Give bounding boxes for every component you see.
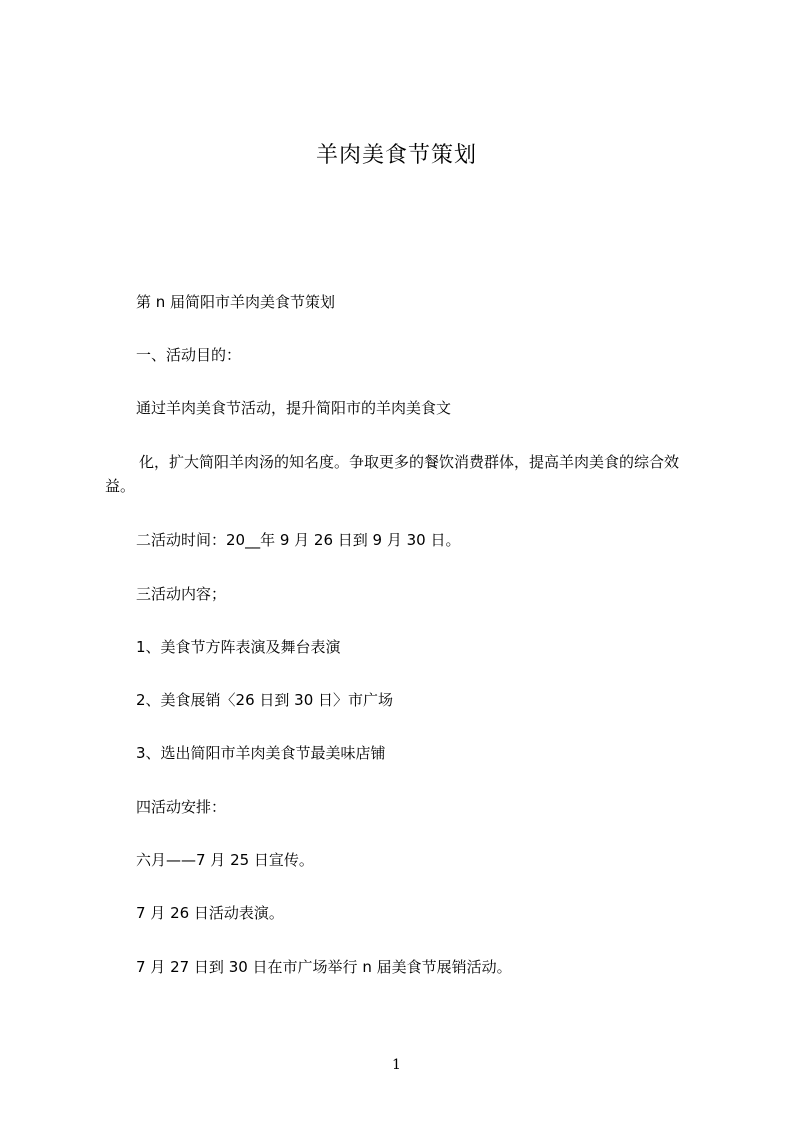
paragraph-purpose-line2: 化，扩大简阳羊肉汤的知名度。争取更多的餐饮消费群体，提高羊肉美食的综合效益。 xyxy=(105,453,680,495)
paragraph-purpose-line1: 通过羊肉美食节活动，提升简阳市的羊肉美食文 xyxy=(136,399,452,417)
paragraph-content-item1: 1、美食节方阵表演及舞台表演 xyxy=(136,638,341,656)
paragraph-schedule-item2: 7 月 26 日活动表演。 xyxy=(136,904,284,922)
paragraph-subtitle: 第 n 届简阳市羊肉美食节策划 xyxy=(136,293,336,311)
paragraph-schedule-heading: 四活动安排： xyxy=(136,798,227,816)
paragraph-schedule-item3: 7 月 27 日到 30 日在市广场举行 n 届美食节展销活动。 xyxy=(136,958,512,976)
paragraph-purpose-heading: 一、活动目的： xyxy=(136,346,242,364)
document-title: 羊肉美食节策划 xyxy=(315,143,477,168)
paragraph-content-heading: 三活动内容； xyxy=(136,585,227,603)
paragraph-content-item2: 2、美食展销〈26 日到 30 日〉市广场 xyxy=(136,691,394,709)
paragraph-content-item3: 3、选出简阳市羊肉美食节最美味店铺 xyxy=(136,744,386,762)
page-number: 1 xyxy=(392,1057,401,1073)
paragraph-time: 二活动时间：20__年 9 月 26 日到 9 月 30 日。 xyxy=(136,531,461,549)
paragraph-schedule-item1: 六月——7 月 25 日宣传。 xyxy=(136,851,314,869)
